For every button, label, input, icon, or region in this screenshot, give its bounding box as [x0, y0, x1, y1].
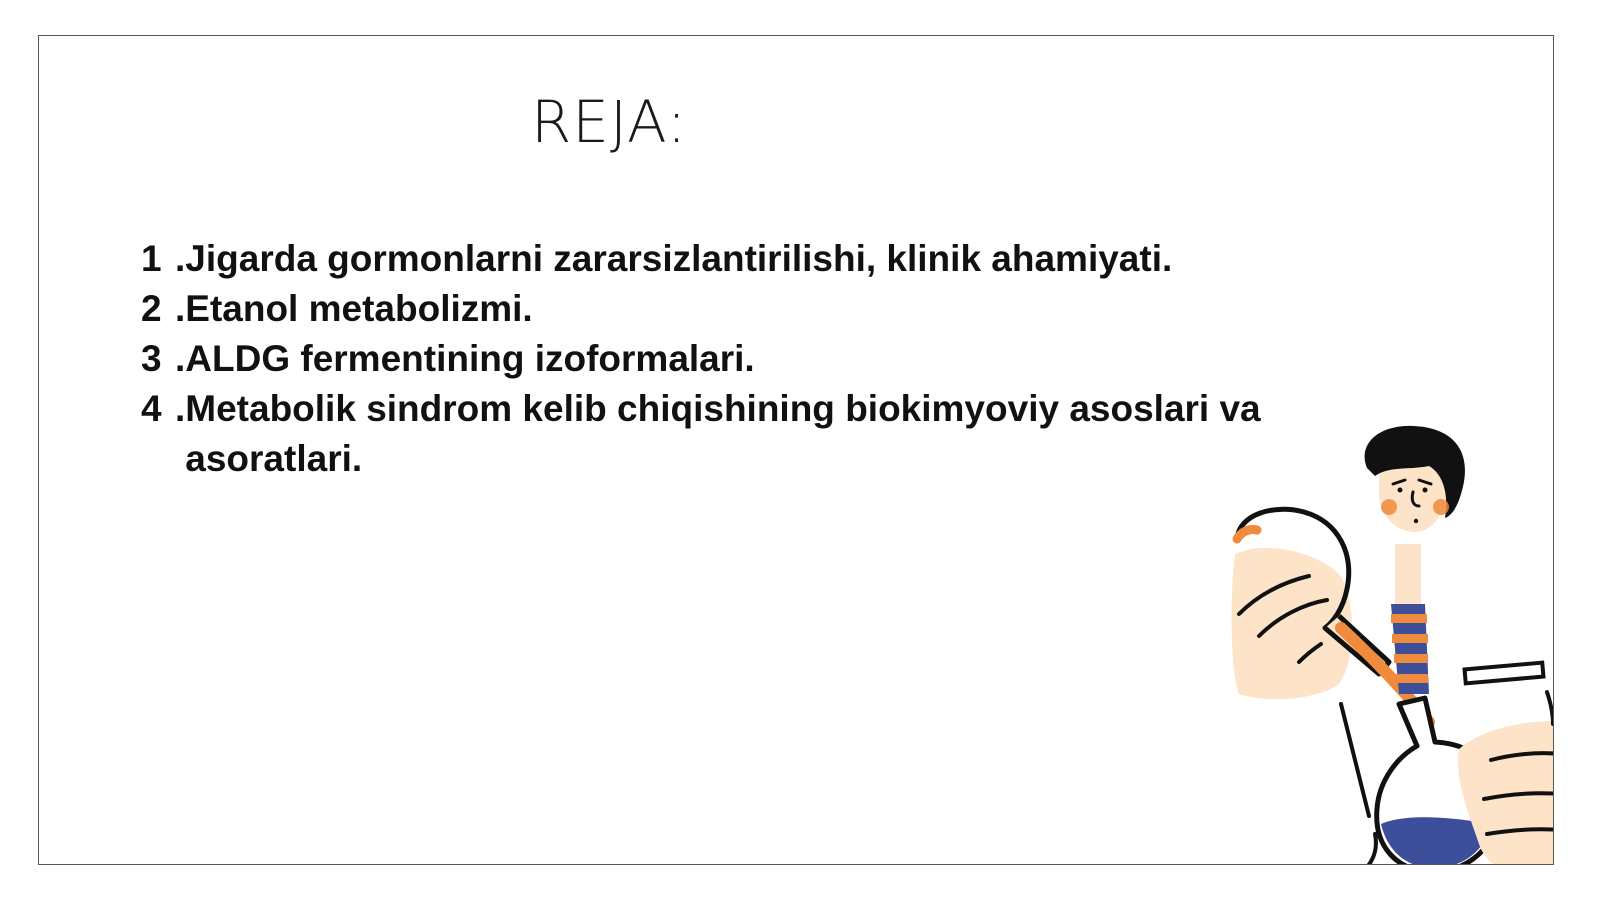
item-number: 3 [141, 338, 162, 379]
item-text: Jigarda gormonlarni zararsizlantirilishi, klinik ahamiyati. [185, 238, 1173, 279]
item-number: 1 [141, 238, 162, 279]
plan-list [141, 234, 1381, 484]
slide [38, 35, 1554, 865]
list-item: 4 . Metabolik sindrom kelib chiqishining biokimyoviy asoslari va asoratlari. [141, 384, 1381, 484]
item-text: ALDG fermentining izoformalari. [185, 338, 755, 379]
item-text: Etanol metabolizmi. [185, 288, 533, 329]
list-item: 3 . ALDG fermentining izoformalari. [141, 334, 1381, 384]
item-number: 2 [141, 288, 162, 329]
item-number: 4 [141, 388, 162, 429]
list-item: 1 . Jigarda gormonlarni zararsizlantirilishi, klinik ahamiyati. [141, 234, 1381, 284]
item-text: Metabolik sindrom kelib chiqishining biokimyoviy asoslari va asoratlari. [185, 388, 1261, 479]
list-item: 2 . Etanol metabolizmi. [141, 284, 1381, 334]
scientist-with-flask-icon [1229, 404, 1554, 865]
slide-title: REJA: [531, 88, 688, 156]
